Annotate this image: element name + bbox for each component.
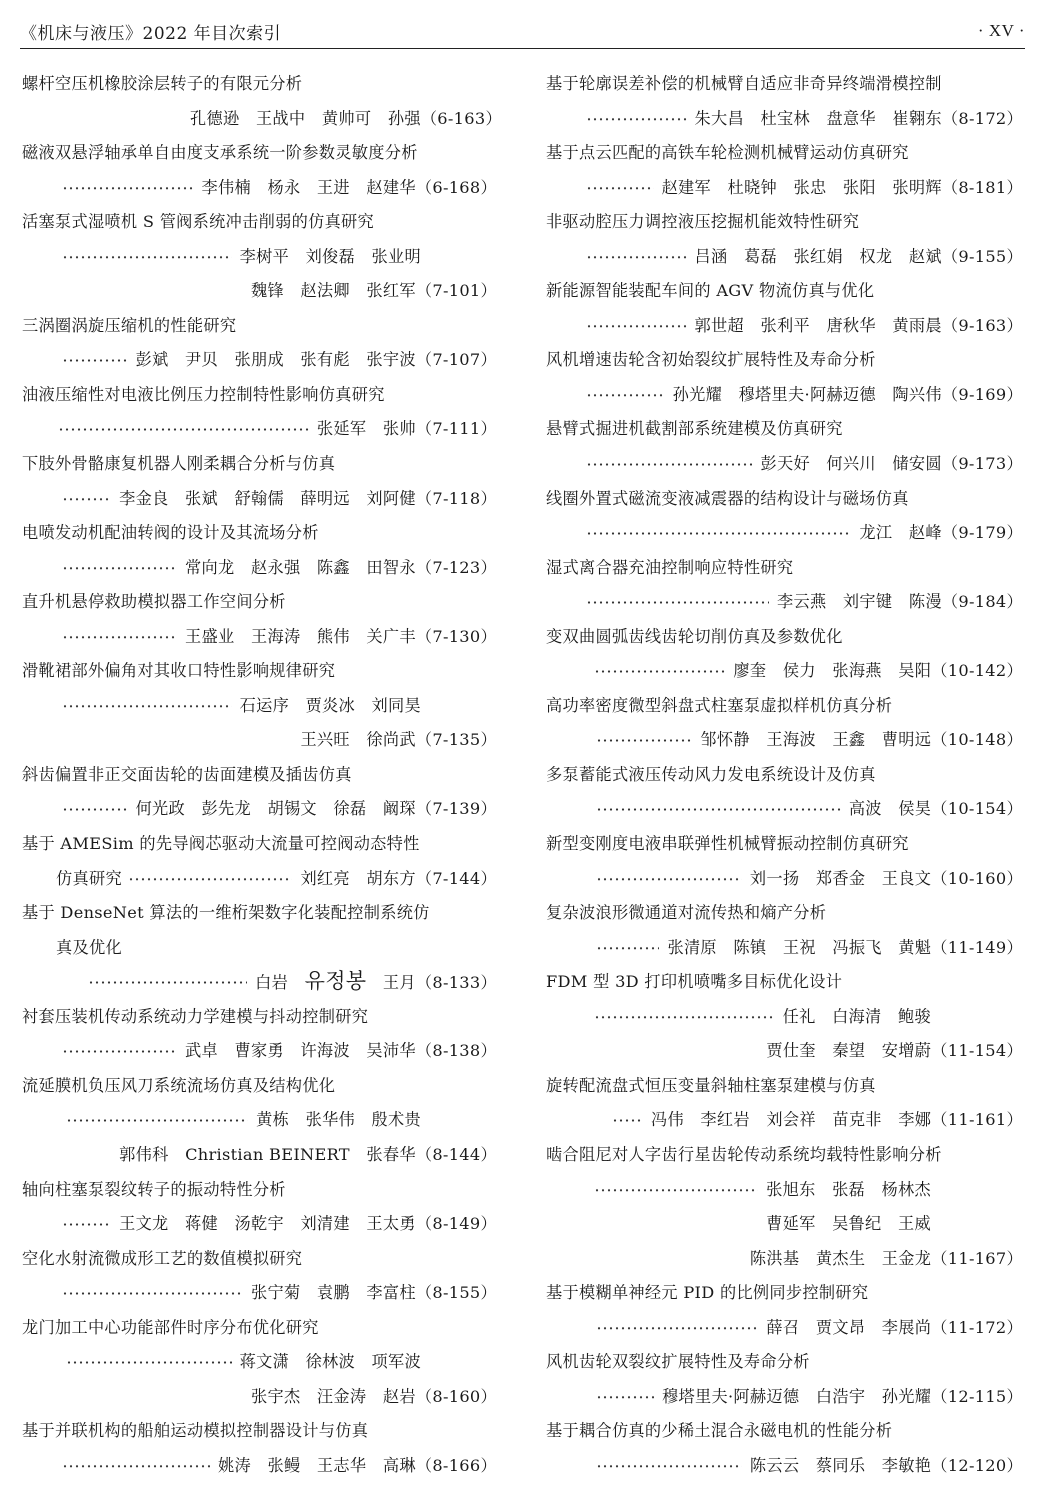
entry-authors: 龙江 赵峰（9-179） (546, 516, 1023, 551)
entry-authors: 廖奎 侯力 张海燕 吴阳（10-142） (546, 654, 1023, 689)
dot-leader (58, 412, 309, 447)
entry-authors: 薛召 贾文昂 李展尚（11-172） (546, 1311, 1023, 1346)
entry-authors: 张清原 陈镇 王祝 冯振飞 黄魁（11-149） (546, 931, 1023, 966)
dot-leader (612, 1103, 643, 1138)
dot-leader (586, 516, 851, 551)
entry-authors: 武卓 曹家勇 许海波 吴沛华（8-138） (22, 1034, 497, 1069)
entry-authors: 郭世超 张利平 唐秋华 黄雨晨（9-163） (546, 309, 1023, 344)
entry-title: FDM 型 3D 打印机喷嘴多目标优化设计 (546, 972, 843, 992)
entry-authors: 冯伟 李红岩 刘会祥 苗克非 李娜（11-161） (546, 1103, 1023, 1138)
dot-leader (66, 1345, 232, 1380)
dot-leader (66, 1103, 248, 1138)
entry-authors-cont: 陈洪基 黄杰生 王金龙（11-167） (749, 1248, 1023, 1268)
dot-leader (62, 482, 111, 517)
entry-authors: 仿真研究 刘红亮 胡东方（7-144） (22, 862, 497, 897)
entry-title: 新型变刚度电液串联弹性机械臂振动控制仿真研究 (546, 834, 909, 854)
entry-title: 基于耦合仿真的少稀土混合永磁电机的性能分析 (546, 1421, 893, 1441)
entry-authors: 彭斌 尹贝 张朋成 张有彪 张宇波（7-107） (22, 343, 497, 378)
entry-authors: 张宁菊 袁鹏 李富柱（8-155） (22, 1276, 497, 1311)
entry-authors-cont: 郭伟科 Christian BEINERT 张春华（8-144） (119, 1144, 497, 1164)
entry-authors: 何光政 彭先龙 胡锡文 徐磊 阚琛（7-139） (22, 792, 497, 827)
entry-title: 多泵蓄能式液压传动风力发电系统设计及仿真 (546, 764, 876, 784)
entry-title: 非驱动腔压力调控液压挖掘机能效特性研究 (546, 212, 860, 232)
journal-title: 《机床与液压》2022 年目次索引 (20, 23, 282, 44)
entry-authors: 李云燕 刘宇键 陈漫（9-184） (546, 585, 1023, 620)
dot-leader (62, 171, 194, 206)
entry-title: 螺杆空压机橡胶涂层转子的有限元分析 (22, 74, 303, 93)
dot-leader (62, 1207, 111, 1242)
entry-authors: 孔德逊 王战中 黄帅可 孙强（6-163） (190, 108, 502, 128)
entry-title: 风机齿轮双裂纹扩展特性及寿命分析 (546, 1352, 810, 1372)
dot-leader (586, 240, 687, 275)
entry-authors-cont: 贾仕奎 秦望 安增蔚（11-154） (766, 1041, 1023, 1061)
dot-leader (596, 1380, 654, 1415)
entry-authors-cont: 王兴旺 徐尚武（7-135） (300, 730, 497, 750)
right-column (546, 67, 1023, 1483)
entry-authors: 张旭东 张磊 杨林杰 (546, 1173, 1023, 1208)
entry-title-cont: 真及优化 (56, 937, 122, 957)
entry-authors: 石运序 贾炎冰 刘同昊 (22, 689, 497, 724)
entry-title: 复杂波浪形微通道对流传热和熵产分析 (546, 903, 827, 923)
dot-leader (586, 447, 752, 482)
entry-authors: 李金良 张斌 舒翰儒 薛明远 刘阿健（7-118） (22, 482, 497, 517)
entry-title: 活塞泵式湿喷机 S 管阀系统冲击削弱的仿真研究 (22, 212, 375, 232)
entry-authors: 吕涵 葛磊 张红娟 权龙 赵斌（9-155） (546, 240, 1023, 275)
left-column (22, 67, 502, 1483)
entry-title: 基于 DenseNet 算法的一维桁架数字化装配控制系统仿 (22, 903, 430, 923)
dot-leader (596, 723, 692, 758)
dot-leader (594, 1173, 758, 1208)
entry-authors: 赵建军 杜晓钟 张忠 张阳 张明辉（8-181） (546, 171, 1023, 206)
entry-authors: 王盛业 王海涛 熊伟 关广丰（7-130） (22, 620, 497, 655)
dot-leader (128, 862, 292, 897)
entry-title: 风机增速齿轮含初始裂纹扩展特性及寿命分析 (546, 350, 876, 370)
entry-authors: 李伟楠 杨永 王进 赵建华（6-168） (22, 171, 497, 206)
entry-authors: 姚涛 张鳗 王志华 高琳（8-166） (22, 1449, 497, 1484)
entry-title: 基于模糊单神经元 PID 的比例同步控制研究 (546, 1283, 869, 1303)
entry-title: 下肢外骨骼康复机器人刚柔耦合分析与仿真 (22, 454, 336, 474)
dot-leader (586, 102, 687, 137)
entry-title: 空化水射流微成形工艺的数值模拟研究 (22, 1248, 303, 1268)
dot-leader (62, 1034, 177, 1069)
entry-authors: 张延军 张帅（7-111） (22, 412, 497, 447)
entry-authors-cont: 张宇杰 汪金涛 赵岩（8-160） (250, 1386, 497, 1406)
dot-leader (62, 620, 177, 655)
entry-authors-cont: 魏锋 赵法卿 张红军（7-101） (250, 281, 497, 301)
entry-title: 基于点云匹配的高铁车轮检测机械臂运动仿真研究 (546, 143, 909, 163)
dot-leader (62, 551, 177, 586)
dot-leader (62, 240, 232, 275)
page-number: · XV · (977, 21, 1025, 40)
entry-authors: 孙光耀 穆塔里夫·阿赫迈德 陶兴伟（9-169） (546, 378, 1023, 413)
entry-title: 基于轮廓误差补偿的机械臂自适应非奇异终端滑模控制 (546, 74, 942, 93)
entry-title: 磁液双悬浮轴承单自由度支承系统一阶参数灵敏度分析 (22, 143, 418, 163)
entry-title: 湿式离合器充油控制响应特性研究 (546, 557, 794, 577)
entry-title: 衬套压装机传动系统动力学建模与抖动控制研究 (22, 1006, 369, 1026)
entry-authors: 白岩 유정봉 王月（8-133） (22, 965, 497, 1000)
entry-title: 油液压缩性对电液比例压力控制特性影响仿真研究 (22, 384, 385, 404)
entry-title: 轴向柱塞泵裂纹转子的振动特性分析 (22, 1179, 286, 1199)
entry-authors-cont: 曹延军 吴鲁纪 王威 (766, 1214, 931, 1234)
dot-leader (62, 1449, 210, 1484)
entry-title: 电喷发动机配油转阀的设计及其流场分析 (22, 523, 319, 543)
dot-leader (88, 965, 247, 1000)
entry-authors: 穆塔里夫·阿赫迈德 白浩宇 孙光耀（12-115） (546, 1380, 1023, 1415)
entry-title: 基于 AMESim 的先导阀芯驱动大流量可控阀动态特性 (22, 834, 420, 854)
entry-authors: 陈云云 蔡同乐 李敏艳（12-120） (546, 1449, 1023, 1484)
entry-authors: 彭天好 何兴川 储安圆（9-173） (546, 447, 1023, 482)
dot-leader (596, 862, 742, 897)
entry-title: 基于并联机构的船舶运动模拟控制器设计与仿真 (22, 1421, 369, 1441)
dot-leader (586, 309, 687, 344)
entry-title: 斜齿偏置非正交面齿轮的齿面建模及插齿仿真 (22, 764, 352, 784)
entry-title: 三涡圈涡旋压缩机的性能研究 (22, 315, 237, 335)
entry-authors: 黄栋 张华伟 殷术贵 (22, 1103, 497, 1138)
dot-leader (62, 1276, 243, 1311)
entry-authors: 李树平 刘俊磊 张业明 (22, 240, 497, 275)
dot-leader (62, 689, 232, 724)
korean-name: 유정봉 (304, 969, 367, 994)
entry-title: 滑靴裙部外偏角对其收口特性影响规律研究 (22, 661, 336, 681)
dot-leader (594, 1000, 775, 1035)
dot-leader (596, 931, 659, 966)
entry-title: 高功率密度微型斜盘式柱塞泵虚拟样机仿真分析 (546, 695, 893, 715)
entry-authors: 蒋文潇 徐林波 项军波 (22, 1345, 497, 1380)
entry-title: 龙门加工中心功能部件时序分布优化研究 (22, 1317, 319, 1337)
entry-authors: 朱大昌 杜宝林 盘意华 崔翱东（8-172） (546, 102, 1023, 137)
entry-title: 啮合阻尼对人字齿行星齿轮传动系统均载特性影响分析 (546, 1144, 942, 1164)
dot-leader (596, 1449, 742, 1484)
entry-title: 变双曲圆弧齿线齿轮切削仿真及参数优化 (546, 626, 843, 646)
entry-title-cont: 仿真研究 (56, 868, 122, 888)
entry-authors: 王文龙 蒋健 汤乾宇 刘清建 王太勇（8-149） (22, 1207, 497, 1242)
page-header (20, 14, 1025, 49)
entry-authors: 常向龙 赵永强 陈鑫 田智永（7-123） (22, 551, 497, 586)
entry-title: 悬臂式掘进机截割部系统建模及仿真研究 (546, 419, 843, 439)
entry-title: 直升机悬停救助模拟器工作空间分析 (22, 592, 286, 612)
entry-authors: 任礼 白海清 鲍骏 (546, 1000, 1023, 1035)
dot-leader (62, 343, 128, 378)
entry-title: 新能源智能装配车间的 AGV 物流仿真与优化 (546, 281, 875, 301)
dot-leader (596, 1311, 758, 1346)
entry-authors: 刘一扬 郑香金 王良文（10-160） (546, 862, 1023, 897)
entry-title: 线圈外置式磁流变液减震器的结构设计与磁场仿真 (546, 488, 909, 508)
dot-leader (596, 792, 841, 827)
dot-leader (586, 171, 654, 206)
entry-title: 旋转配流盘式恒压变量斜轴柱塞泵建模与仿真 (546, 1075, 876, 1095)
entry-authors: 邹怀静 王海波 王鑫 曹明远（10-148） (546, 723, 1023, 758)
dot-leader (62, 792, 128, 827)
dot-leader (586, 585, 769, 620)
entry-title: 流延膜机负压风刀系统流场仿真及结构优化 (22, 1075, 336, 1095)
dot-leader (594, 654, 725, 689)
entry-authors: 高波 侯昊（10-154） (546, 792, 1023, 827)
dot-leader (586, 378, 665, 413)
